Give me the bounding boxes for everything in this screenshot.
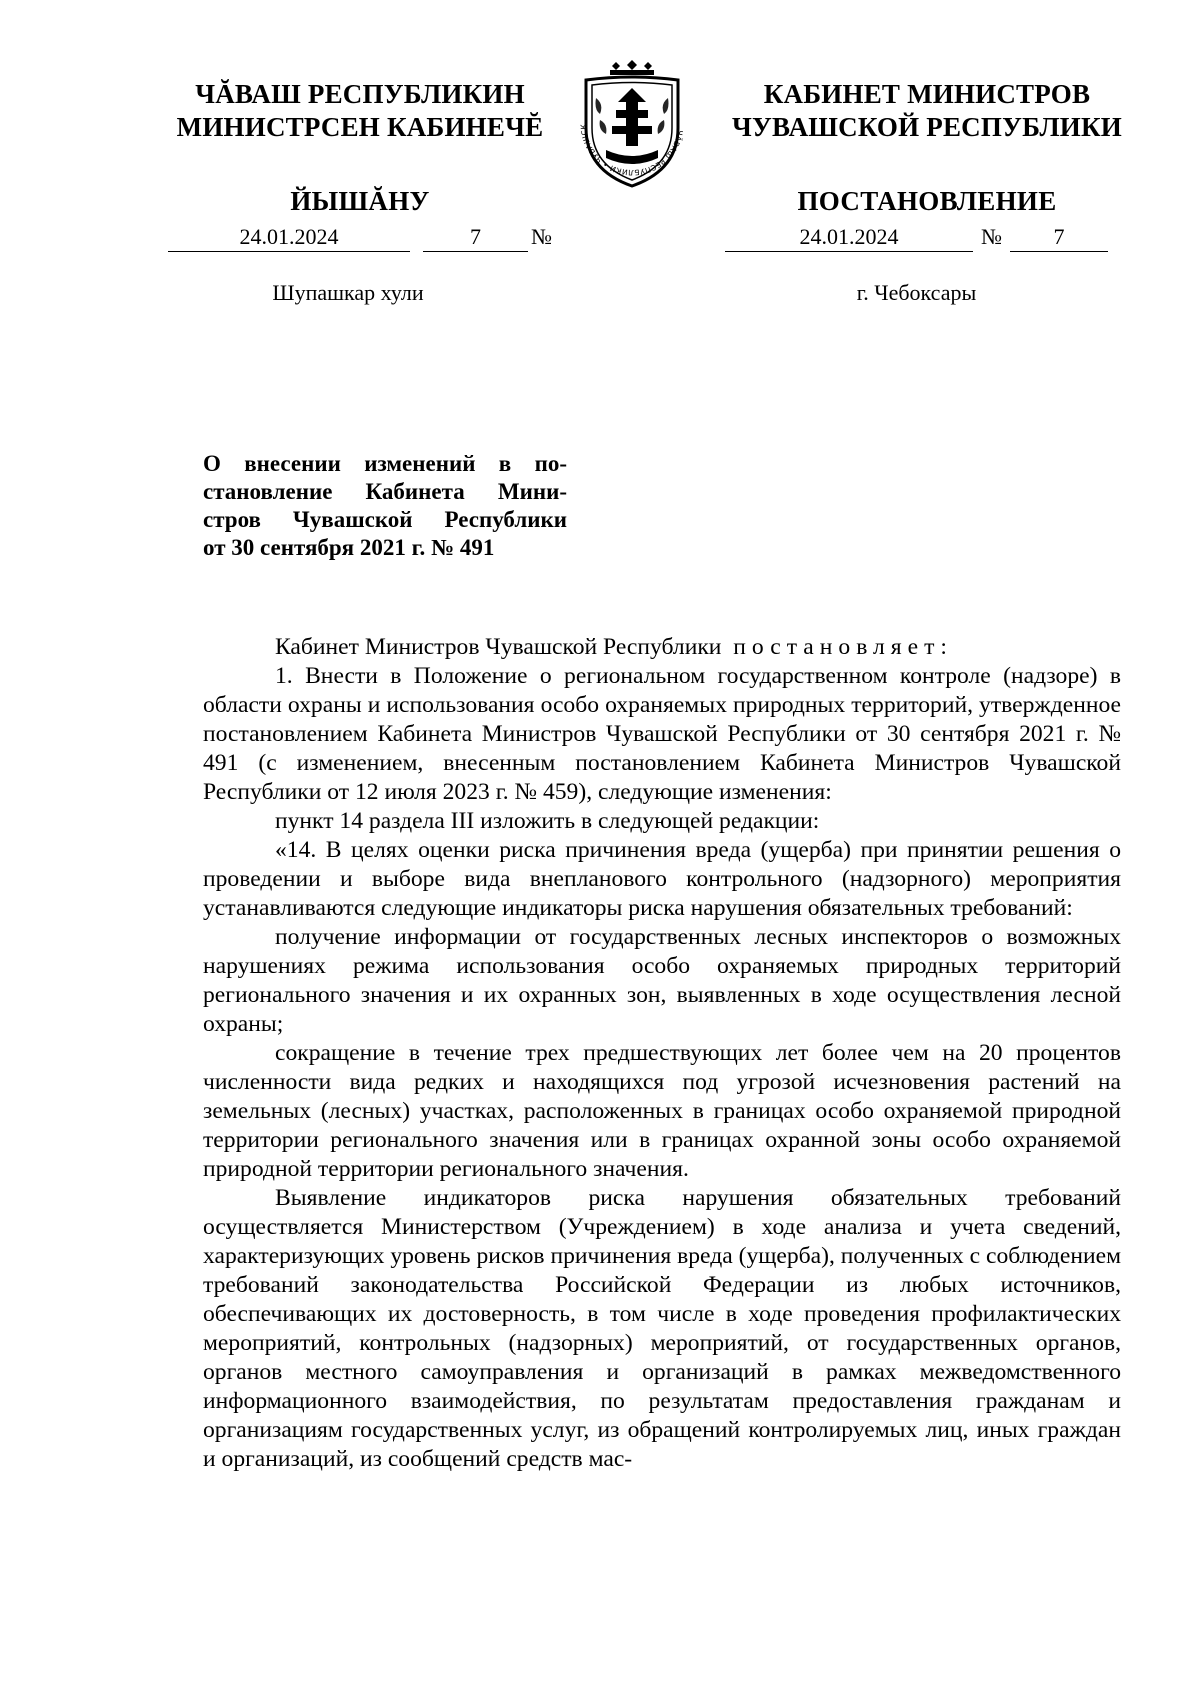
document-body bbox=[203, 633, 1121, 1474]
number-sign-russian: № bbox=[981, 224, 1002, 249]
title-line: О внесении изменений в по- bbox=[203, 451, 567, 476]
doc-type-chuvash: ЙЫШĂНУ bbox=[290, 186, 430, 216]
date-field-chuvash: 24.01.2024 bbox=[168, 224, 410, 252]
body-paragraph: получение информации от государственных лесных инспекторов о возможных нарушениях режима использования особо охраняемых природных территорий регионального значения и их охранных зон, выявленных в ходе осуществления лесной охраны; bbox=[203, 924, 1121, 1037]
body-paragraph: сокращение в течение трех предшествующих лет более чем на 20 процентов численности вида редких и находящихся под угрозой исчезновения растений на земельных (лесных) участках, расположенных в границах особо охраняемой природной территории регионального значения или в границах охранной зоны особо охраняемой природной территории регионального значения. bbox=[203, 1040, 1121, 1182]
emblem-ring-text: ЧĂВАШ РЕСПУБЛИКИ • ЧУВАШСК bbox=[578, 123, 685, 178]
city-russian: г. Чебоксары bbox=[856, 280, 977, 305]
title-line: от 30 сентября 2021 г. № 491 bbox=[203, 535, 495, 560]
body-paragraph: пункт 14 раздела III изложить в следующей редакции: bbox=[275, 808, 820, 834]
org-name-chuvash-line2: МИНИСТРСЕН КАБИНЕЧĔ bbox=[176, 112, 544, 142]
header-right bbox=[722, 78, 1132, 217]
intro-verb: постановляет: bbox=[733, 634, 953, 660]
title-line: становление Кабинета Мини- bbox=[203, 479, 567, 504]
body-paragraph: «14. В целях оценки риска причинения вреда (ущерба) при принятии решения о проведении и выборе вида внепланового контрольного (надзорного) мероприятия устанавливаются следующие индикаторы риска нарушения обязательных требований: bbox=[203, 837, 1121, 921]
org-name-chuvash-line1: ЧĂВАШ РЕСПУБЛИКИН bbox=[195, 79, 525, 109]
document-title bbox=[203, 450, 567, 562]
org-name-russian-line1: КАБИНЕТ МИНИСТРОВ bbox=[763, 79, 1091, 109]
body-paragraph: 1. Внести в Положение о региональном государственном контроле (надзоре) в области охраны и использования особо охраняемых природных территорий, утвержденное постановлением Кабинета Министров Чувашской Республики от 30 сентября 2021 г. № 491 (с изменением, внесенным постановлением Кабинета Министров Чувашской Республики от 12 июля 2023 г. № 459), следующие изменения: bbox=[203, 663, 1121, 805]
doc-type-russian: ПОСТАНОВЛЕНИЕ bbox=[797, 186, 1057, 216]
header-left bbox=[150, 78, 570, 217]
org-name-russian-line2: ЧУВАШСКОЙ РЕСПУБЛИКИ bbox=[732, 112, 1122, 142]
number-sign-chuvash: № bbox=[531, 224, 552, 249]
date-field-russian: 24.01.2024 bbox=[725, 224, 973, 252]
title-line: стров Чувашской Республики bbox=[203, 507, 567, 532]
body-paragraph: Выявление индикаторов риска нарушения обязательных требований осуществляется Министерством (Учреждением) в ходе анализа и учета сведений, характеризующих уровень рисков причинения вреда (ущерба), полученных с соблюдением требований законодательства Российской Федерации из любых источников, обеспечивающих их достоверность, в том числе в ходе проведения профилактических мероприятий, контрольных (надзорных) мероприятий, от государственных органов, органов местного самоуправления и организаций в рамках межведомственного информационного взаимодействия, по результатам предоставления гражданам и организациям государственных услуг, из обращений контролируемых лиц, иных граждан и организаций, из сообщений средств мас- bbox=[203, 1185, 1122, 1472]
chuvash-coat-of-arms-icon bbox=[566, 58, 698, 190]
number-field-chuvash: 7 bbox=[423, 224, 528, 252]
city-chuvash: Шупашкар хули bbox=[272, 280, 424, 305]
number-field-russian: 7 bbox=[1010, 224, 1108, 252]
body-intro bbox=[203, 633, 1121, 662]
intro-prefix: Кабинет Министров Чувашской Республики bbox=[275, 634, 722, 660]
